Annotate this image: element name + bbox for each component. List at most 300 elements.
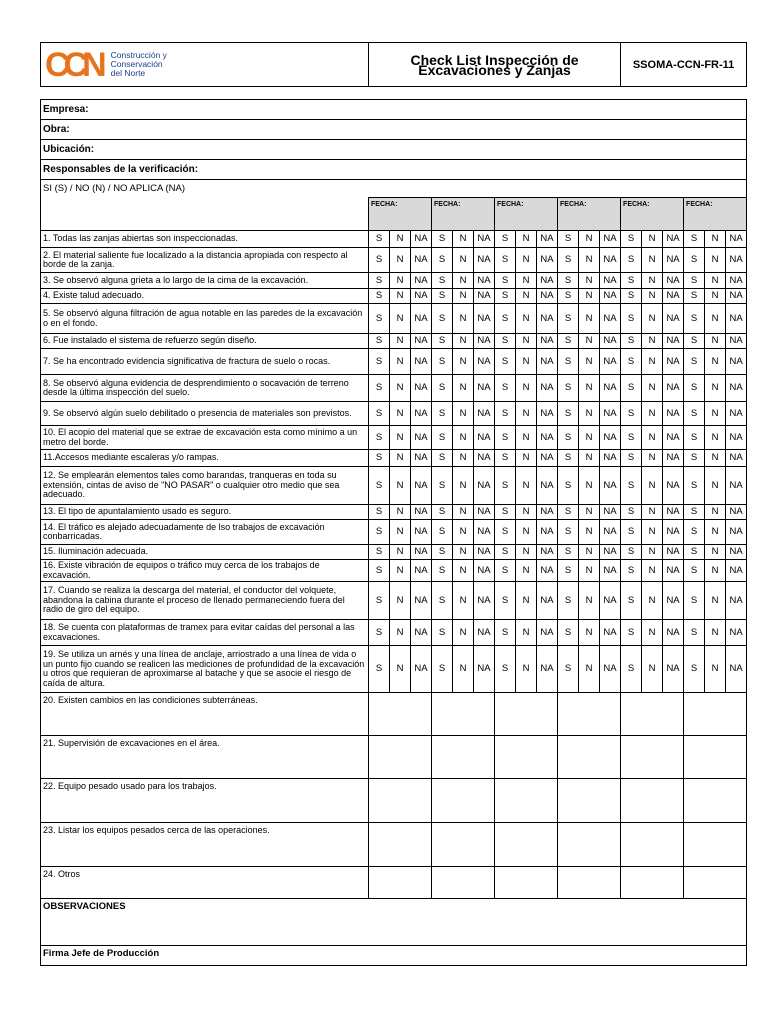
option-n[interactable]: N (390, 582, 411, 620)
option-n[interactable]: N (579, 582, 600, 620)
option-s[interactable]: S (495, 289, 516, 304)
option-s[interactable]: S (369, 520, 390, 545)
option-na[interactable]: NA (411, 273, 432, 289)
option-s[interactable]: S (621, 520, 642, 545)
option-s[interactable]: S (684, 273, 705, 289)
option-na[interactable]: NA (600, 560, 621, 582)
option-n[interactable]: N (642, 467, 663, 505)
option-na[interactable]: NA (726, 450, 747, 467)
option-na[interactable]: NA (411, 375, 432, 402)
option-na[interactable]: NA (474, 231, 495, 248)
open-answer-cell[interactable] (558, 867, 621, 899)
option-s[interactable]: S (432, 426, 453, 450)
option-n[interactable]: N (705, 402, 726, 426)
option-n[interactable]: N (579, 289, 600, 304)
option-s[interactable]: S (558, 273, 579, 289)
option-n[interactable]: N (579, 505, 600, 520)
option-s[interactable]: S (432, 231, 453, 248)
option-n[interactable]: N (579, 349, 600, 375)
option-na[interactable]: NA (600, 582, 621, 620)
option-s[interactable]: S (558, 560, 579, 582)
option-s[interactable]: S (495, 426, 516, 450)
option-n[interactable]: N (516, 582, 537, 620)
option-s[interactable]: S (495, 402, 516, 426)
option-n[interactable]: N (579, 375, 600, 402)
option-s[interactable]: S (684, 646, 705, 693)
option-s[interactable]: S (558, 646, 579, 693)
fecha-cell-6[interactable]: FECHA: (684, 198, 747, 231)
open-answer-cell[interactable] (621, 693, 684, 736)
option-n[interactable]: N (390, 505, 411, 520)
open-answer-cell[interactable] (495, 823, 558, 867)
fecha-cell-1[interactable]: FECHA: (369, 198, 432, 231)
open-answer-cell[interactable] (684, 823, 747, 867)
option-s[interactable]: S (558, 582, 579, 620)
option-s[interactable]: S (558, 467, 579, 505)
option-na[interactable]: NA (474, 505, 495, 520)
option-na[interactable]: NA (663, 334, 684, 349)
option-n[interactable]: N (390, 289, 411, 304)
option-na[interactable]: NA (474, 620, 495, 646)
option-na[interactable]: NA (537, 545, 558, 560)
option-na[interactable]: NA (726, 273, 747, 289)
option-n[interactable]: N (705, 248, 726, 273)
option-s[interactable]: S (558, 231, 579, 248)
option-n[interactable]: N (516, 273, 537, 289)
option-na[interactable]: NA (726, 505, 747, 520)
open-answer-cell[interactable] (432, 693, 495, 736)
option-na[interactable]: NA (411, 304, 432, 334)
option-n[interactable]: N (516, 467, 537, 505)
option-s[interactable]: S (369, 646, 390, 693)
option-s[interactable]: S (495, 273, 516, 289)
option-n[interactable]: N (516, 520, 537, 545)
option-na[interactable]: NA (537, 520, 558, 545)
option-s[interactable]: S (495, 334, 516, 349)
option-na[interactable]: NA (537, 289, 558, 304)
option-s[interactable]: S (495, 450, 516, 467)
option-s[interactable]: S (369, 582, 390, 620)
option-s[interactable]: S (369, 304, 390, 334)
option-s[interactable]: S (621, 467, 642, 505)
option-na[interactable]: NA (411, 426, 432, 450)
option-s[interactable]: S (684, 304, 705, 334)
option-na[interactable]: NA (663, 467, 684, 505)
option-n[interactable]: N (516, 231, 537, 248)
option-s[interactable]: S (495, 520, 516, 545)
option-na[interactable]: NA (726, 375, 747, 402)
fecha-cell-5[interactable]: FECHA: (621, 198, 684, 231)
open-answer-cell[interactable] (684, 693, 747, 736)
option-s[interactable]: S (495, 248, 516, 273)
option-n[interactable]: N (579, 426, 600, 450)
option-n[interactable]: N (642, 304, 663, 334)
option-s[interactable]: S (495, 349, 516, 375)
option-na[interactable]: NA (474, 349, 495, 375)
option-s[interactable]: S (369, 273, 390, 289)
option-n[interactable]: N (705, 560, 726, 582)
option-na[interactable]: NA (537, 505, 558, 520)
open-answer-cell[interactable] (684, 867, 747, 899)
option-s[interactable]: S (558, 620, 579, 646)
option-n[interactable]: N (453, 620, 474, 646)
option-na[interactable]: NA (600, 375, 621, 402)
option-na[interactable]: NA (663, 426, 684, 450)
option-s[interactable]: S (621, 304, 642, 334)
option-n[interactable]: N (579, 620, 600, 646)
option-n[interactable]: N (705, 505, 726, 520)
open-answer-cell[interactable] (558, 823, 621, 867)
option-n[interactable]: N (642, 545, 663, 560)
option-n[interactable]: N (642, 334, 663, 349)
option-n[interactable]: N (705, 620, 726, 646)
option-n[interactable]: N (642, 402, 663, 426)
option-na[interactable]: NA (411, 349, 432, 375)
option-s[interactable]: S (432, 273, 453, 289)
option-na[interactable]: NA (600, 426, 621, 450)
option-na[interactable]: NA (600, 349, 621, 375)
option-n[interactable]: N (516, 402, 537, 426)
option-na[interactable]: NA (537, 426, 558, 450)
open-answer-cell[interactable] (495, 867, 558, 899)
option-na[interactable]: NA (474, 582, 495, 620)
option-s[interactable]: S (432, 289, 453, 304)
option-na[interactable]: NA (411, 402, 432, 426)
option-s[interactable]: S (369, 248, 390, 273)
option-s[interactable]: S (495, 505, 516, 520)
option-n[interactable]: N (453, 582, 474, 620)
option-n[interactable]: N (390, 620, 411, 646)
firma-field[interactable]: Firma Jefe de Producción (41, 946, 747, 966)
fecha-cell-3[interactable]: FECHA: (495, 198, 558, 231)
option-na[interactable]: NA (600, 646, 621, 693)
option-n[interactable]: N (453, 520, 474, 545)
option-s[interactable]: S (495, 560, 516, 582)
open-answer-cell[interactable] (369, 693, 432, 736)
option-n[interactable]: N (453, 646, 474, 693)
option-na[interactable]: NA (411, 620, 432, 646)
option-na[interactable]: NA (726, 426, 747, 450)
option-na[interactable]: NA (600, 273, 621, 289)
open-answer-cell[interactable] (558, 779, 621, 823)
option-n[interactable]: N (579, 646, 600, 693)
option-s[interactable]: S (369, 289, 390, 304)
option-na[interactable]: NA (726, 334, 747, 349)
option-n[interactable]: N (453, 231, 474, 248)
option-na[interactable]: NA (474, 334, 495, 349)
option-s[interactable]: S (621, 289, 642, 304)
option-n[interactable]: N (453, 505, 474, 520)
option-s[interactable]: S (432, 248, 453, 273)
option-s[interactable]: S (495, 467, 516, 505)
option-s[interactable]: S (558, 426, 579, 450)
option-s[interactable]: S (621, 273, 642, 289)
option-na[interactable]: NA (726, 582, 747, 620)
option-s[interactable]: S (684, 402, 705, 426)
option-n[interactable]: N (579, 467, 600, 505)
option-na[interactable]: NA (411, 560, 432, 582)
option-n[interactable]: N (516, 248, 537, 273)
option-n[interactable]: N (516, 620, 537, 646)
option-n[interactable]: N (453, 273, 474, 289)
option-s[interactable]: S (621, 560, 642, 582)
option-na[interactable]: NA (663, 582, 684, 620)
option-n[interactable]: N (390, 467, 411, 505)
option-n[interactable]: N (453, 426, 474, 450)
option-s[interactable]: S (432, 646, 453, 693)
option-na[interactable]: NA (600, 450, 621, 467)
option-s[interactable]: S (621, 505, 642, 520)
fecha-cell-4[interactable]: FECHA: (558, 198, 621, 231)
option-s[interactable]: S (558, 334, 579, 349)
option-s[interactable]: S (432, 560, 453, 582)
open-answer-cell[interactable] (558, 736, 621, 779)
option-s[interactable]: S (684, 582, 705, 620)
option-na[interactable]: NA (474, 304, 495, 334)
option-s[interactable]: S (432, 349, 453, 375)
option-n[interactable]: N (453, 248, 474, 273)
option-na[interactable]: NA (600, 545, 621, 560)
option-s[interactable]: S (369, 334, 390, 349)
option-s[interactable]: S (684, 545, 705, 560)
option-s[interactable]: S (369, 375, 390, 402)
option-na[interactable]: NA (474, 248, 495, 273)
option-s[interactable]: S (558, 349, 579, 375)
option-n[interactable]: N (705, 334, 726, 349)
option-n[interactable]: N (453, 349, 474, 375)
option-n[interactable]: N (516, 375, 537, 402)
option-na[interactable]: NA (600, 620, 621, 646)
option-s[interactable]: S (621, 620, 642, 646)
option-n[interactable]: N (705, 450, 726, 467)
option-na[interactable]: NA (411, 289, 432, 304)
option-s[interactable]: S (684, 467, 705, 505)
option-n[interactable]: N (390, 426, 411, 450)
option-n[interactable]: N (390, 560, 411, 582)
option-n[interactable]: N (579, 248, 600, 273)
option-na[interactable]: NA (411, 467, 432, 505)
option-na[interactable]: NA (537, 304, 558, 334)
option-n[interactable]: N (642, 560, 663, 582)
option-n[interactable]: N (705, 545, 726, 560)
option-s[interactable]: S (558, 248, 579, 273)
option-s[interactable]: S (621, 375, 642, 402)
option-s[interactable]: S (621, 334, 642, 349)
option-n[interactable]: N (453, 450, 474, 467)
option-na[interactable]: NA (474, 450, 495, 467)
option-n[interactable]: N (516, 545, 537, 560)
open-answer-cell[interactable] (432, 779, 495, 823)
option-na[interactable]: NA (537, 646, 558, 693)
option-n[interactable]: N (642, 520, 663, 545)
option-n[interactable]: N (516, 450, 537, 467)
option-n[interactable]: N (579, 402, 600, 426)
open-answer-cell[interactable] (432, 867, 495, 899)
option-na[interactable]: NA (537, 349, 558, 375)
option-n[interactable]: N (642, 231, 663, 248)
option-na[interactable]: NA (600, 402, 621, 426)
option-n[interactable]: N (642, 505, 663, 520)
open-answer-cell[interactable] (369, 779, 432, 823)
option-n[interactable]: N (642, 620, 663, 646)
option-na[interactable]: NA (663, 375, 684, 402)
option-s[interactable]: S (684, 520, 705, 545)
option-na[interactable]: NA (537, 450, 558, 467)
option-s[interactable]: S (369, 467, 390, 505)
option-n[interactable]: N (390, 349, 411, 375)
option-s[interactable]: S (495, 231, 516, 248)
option-s[interactable]: S (621, 582, 642, 620)
option-s[interactable]: S (495, 646, 516, 693)
option-s[interactable]: S (684, 426, 705, 450)
option-s[interactable]: S (684, 349, 705, 375)
option-na[interactable]: NA (474, 545, 495, 560)
open-answer-cell[interactable] (621, 736, 684, 779)
option-s[interactable]: S (621, 231, 642, 248)
option-na[interactable]: NA (600, 334, 621, 349)
option-n[interactable]: N (705, 349, 726, 375)
open-answer-cell[interactable] (369, 823, 432, 867)
option-s[interactable]: S (558, 520, 579, 545)
open-answer-cell[interactable] (684, 736, 747, 779)
option-n[interactable]: N (642, 273, 663, 289)
option-n[interactable]: N (453, 304, 474, 334)
option-na[interactable]: NA (663, 248, 684, 273)
option-na[interactable]: NA (663, 505, 684, 520)
option-na[interactable]: NA (411, 520, 432, 545)
option-na[interactable]: NA (411, 334, 432, 349)
option-na[interactable]: NA (411, 646, 432, 693)
option-s[interactable]: S (684, 231, 705, 248)
option-s[interactable]: S (558, 289, 579, 304)
option-n[interactable]: N (516, 426, 537, 450)
open-answer-cell[interactable] (432, 823, 495, 867)
option-s[interactable]: S (684, 620, 705, 646)
option-na[interactable]: NA (726, 467, 747, 505)
open-answer-cell[interactable] (621, 823, 684, 867)
option-n[interactable]: N (516, 334, 537, 349)
option-na[interactable]: NA (474, 520, 495, 545)
option-s[interactable]: S (684, 375, 705, 402)
option-n[interactable]: N (642, 248, 663, 273)
option-na[interactable]: NA (474, 560, 495, 582)
option-s[interactable]: S (558, 402, 579, 426)
option-s[interactable]: S (558, 450, 579, 467)
option-n[interactable]: N (642, 450, 663, 467)
open-answer-cell[interactable] (369, 867, 432, 899)
option-na[interactable]: NA (474, 402, 495, 426)
option-n[interactable]: N (642, 646, 663, 693)
option-n[interactable]: N (453, 467, 474, 505)
option-s[interactable]: S (495, 375, 516, 402)
option-s[interactable]: S (621, 646, 642, 693)
option-na[interactable]: NA (726, 560, 747, 582)
option-n[interactable]: N (579, 231, 600, 248)
option-na[interactable]: NA (537, 375, 558, 402)
option-s[interactable]: S (495, 545, 516, 560)
option-n[interactable]: N (390, 231, 411, 248)
option-n[interactable]: N (453, 402, 474, 426)
option-n[interactable]: N (705, 273, 726, 289)
open-answer-cell[interactable] (495, 736, 558, 779)
option-n[interactable]: N (705, 304, 726, 334)
option-s[interactable]: S (369, 620, 390, 646)
option-s[interactable]: S (369, 545, 390, 560)
option-s[interactable]: S (432, 375, 453, 402)
option-na[interactable]: NA (726, 289, 747, 304)
option-s[interactable]: S (621, 545, 642, 560)
option-na[interactable]: NA (474, 426, 495, 450)
option-n[interactable]: N (579, 273, 600, 289)
option-na[interactable]: NA (411, 248, 432, 273)
option-s[interactable]: S (432, 520, 453, 545)
option-n[interactable]: N (642, 582, 663, 620)
observaciones-field[interactable]: OBSERVACIONES (41, 899, 747, 946)
option-s[interactable]: S (684, 560, 705, 582)
option-s[interactable]: S (684, 289, 705, 304)
option-na[interactable]: NA (600, 304, 621, 334)
option-s[interactable]: S (495, 304, 516, 334)
option-s[interactable]: S (621, 450, 642, 467)
option-na[interactable]: NA (726, 520, 747, 545)
option-n[interactable]: N (642, 375, 663, 402)
option-n[interactable]: N (642, 426, 663, 450)
option-s[interactable]: S (621, 402, 642, 426)
option-n[interactable]: N (579, 304, 600, 334)
open-answer-cell[interactable] (495, 693, 558, 736)
option-n[interactable]: N (390, 402, 411, 426)
option-na[interactable]: NA (663, 545, 684, 560)
option-n[interactable]: N (390, 334, 411, 349)
option-na[interactable]: NA (411, 231, 432, 248)
option-n[interactable]: N (705, 426, 726, 450)
option-na[interactable]: NA (726, 545, 747, 560)
option-na[interactable]: NA (411, 582, 432, 620)
option-s[interactable]: S (432, 304, 453, 334)
option-na[interactable]: NA (411, 505, 432, 520)
option-na[interactable]: NA (663, 304, 684, 334)
option-na[interactable]: NA (474, 273, 495, 289)
option-n[interactable]: N (642, 349, 663, 375)
option-n[interactable]: N (579, 450, 600, 467)
option-n[interactable]: N (453, 375, 474, 402)
option-na[interactable]: NA (411, 545, 432, 560)
option-na[interactable]: NA (537, 231, 558, 248)
option-na[interactable]: NA (537, 334, 558, 349)
open-answer-cell[interactable] (684, 779, 747, 823)
open-answer-cell[interactable] (558, 693, 621, 736)
option-n[interactable]: N (516, 349, 537, 375)
option-s[interactable]: S (558, 545, 579, 560)
open-answer-cell[interactable] (432, 736, 495, 779)
option-na[interactable]: NA (411, 450, 432, 467)
option-na[interactable]: NA (726, 349, 747, 375)
fecha-cell-2[interactable]: FECHA: (432, 198, 495, 231)
option-na[interactable]: NA (537, 560, 558, 582)
option-na[interactable]: NA (726, 402, 747, 426)
option-s[interactable]: S (621, 426, 642, 450)
option-s[interactable]: S (369, 402, 390, 426)
option-na[interactable]: NA (663, 646, 684, 693)
option-na[interactable]: NA (474, 289, 495, 304)
option-n[interactable]: N (390, 545, 411, 560)
option-s[interactable]: S (432, 402, 453, 426)
option-n[interactable]: N (705, 646, 726, 693)
option-s[interactable]: S (558, 304, 579, 334)
option-na[interactable]: NA (600, 289, 621, 304)
option-n[interactable]: N (453, 545, 474, 560)
option-s[interactable]: S (432, 450, 453, 467)
